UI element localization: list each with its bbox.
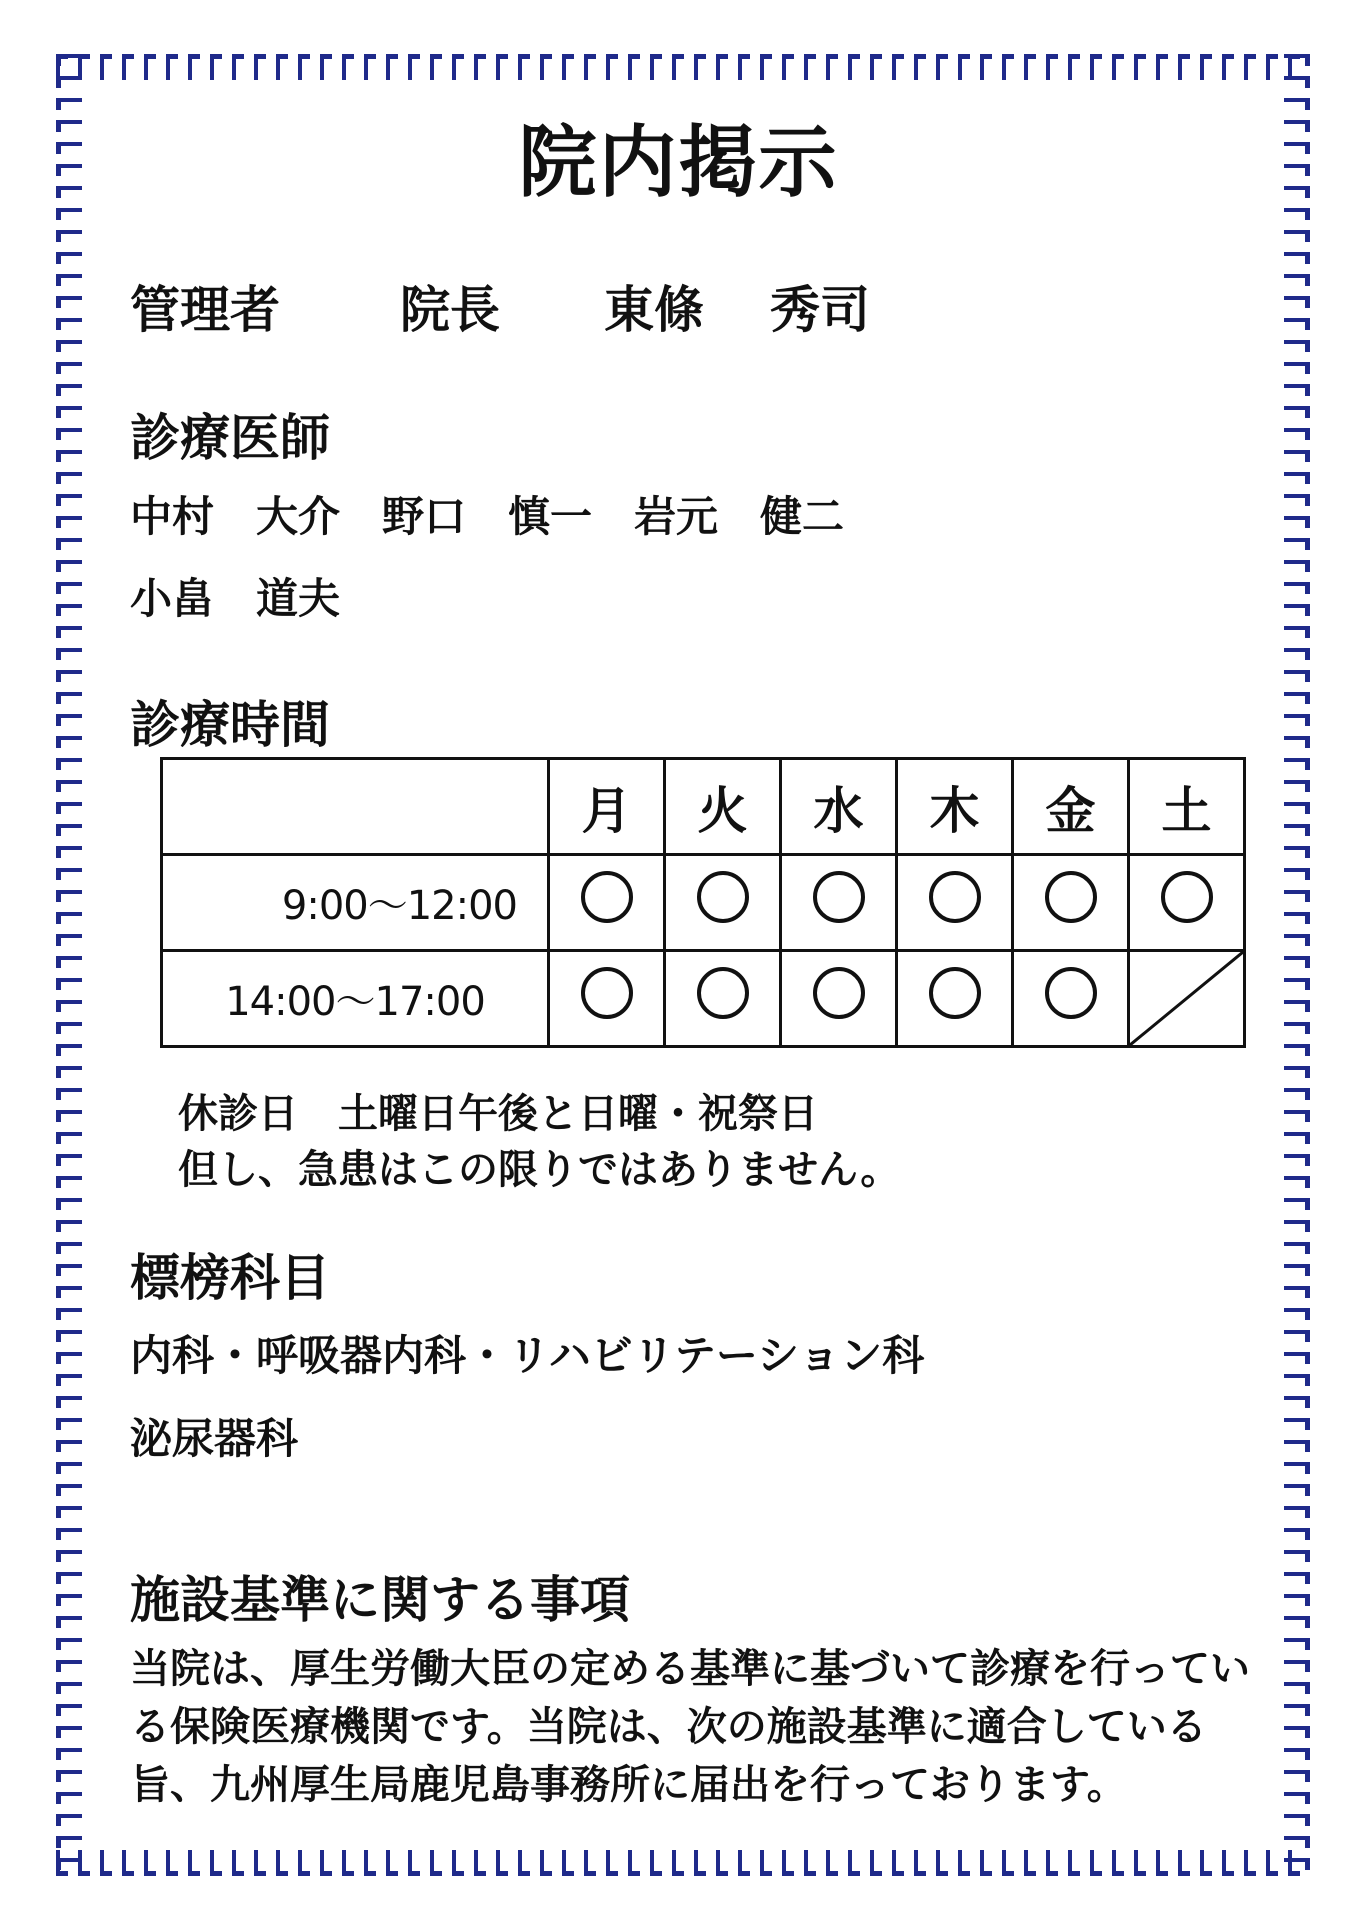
hours-heading: 診療時間 — [130, 696, 330, 754]
closed-days-note: 休診日 土曜日午後と日曜・祝祭日 — [178, 1091, 818, 1137]
slot-cell — [781, 951, 897, 1047]
schedule-row-morning — [162, 855, 1245, 951]
departments-line-1: 内科・呼吸器内科・リハビリテーション科 — [130, 1331, 925, 1380]
closed-slash-icon — [1130, 952, 1243, 1045]
facility-heading: 施設基準に関する事項 — [130, 1571, 630, 1629]
schedule-table — [160, 757, 1246, 1048]
doctors-heading: 診療医師 — [130, 409, 330, 467]
manager-label: 管理者 — [130, 281, 280, 339]
open-circle-icon — [929, 967, 981, 1019]
manager-given-name: 秀司 — [770, 281, 870, 339]
border-top — [56, 54, 1310, 80]
manager-role: 院長 — [400, 281, 500, 339]
manager-family-name: 東條 — [604, 281, 704, 339]
day-sat: 土 — [1129, 759, 1245, 855]
day-thu: 木 — [897, 759, 1013, 855]
departments-line-2: 泌尿器科 — [130, 1414, 299, 1463]
open-circle-icon — [697, 967, 749, 1019]
day-wed: 水 — [781, 759, 897, 855]
emergency-note: 但し、急患はこの限りではありません。 — [178, 1147, 901, 1193]
slot-cell — [897, 951, 1013, 1047]
manager-line — [130, 270, 870, 342]
slot-cell — [549, 951, 665, 1047]
doctors-line-2: 小畠 道夫 — [130, 574, 341, 623]
slot-cell — [1013, 951, 1129, 1047]
slot-cell — [665, 855, 781, 951]
open-circle-icon — [1045, 871, 1097, 923]
corner-cell — [162, 759, 549, 855]
open-circle-icon — [697, 871, 749, 923]
time-afternoon: 14:00～17:00 — [162, 951, 549, 1047]
facility-body: 当院は、厚生労働大臣の定める基準に基づいて診療を行っている保険医療機関です。当院は、次の施設基準に適合している旨、九州厚生局鹿児島事務所に届出を行っております。 — [130, 1646, 1250, 1808]
border-left — [56, 54, 82, 1876]
slot-cell — [665, 951, 781, 1047]
day-mon: 月 — [549, 759, 665, 855]
border-bottom — [56, 1850, 1310, 1876]
open-circle-icon — [813, 967, 865, 1019]
open-circle-icon — [581, 967, 633, 1019]
open-circle-icon — [813, 871, 865, 923]
schedule-header-row — [162, 759, 1245, 855]
open-circle-icon — [1045, 967, 1097, 1019]
open-circle-icon — [929, 871, 981, 923]
page-title: 院内掲示 — [518, 118, 839, 208]
time-morning: 9:00～12:00 — [162, 855, 549, 951]
border-right — [1284, 54, 1310, 1876]
departments-heading: 標榜科目 — [130, 1249, 330, 1307]
slot-cell — [897, 855, 1013, 951]
slot-cell — [1013, 855, 1129, 951]
schedule-row-afternoon — [162, 951, 1245, 1047]
doctors-line-1: 中村 大介 野口 慎一 岩元 健二 — [130, 492, 845, 541]
slot-cell — [549, 855, 665, 951]
slot-cell — [781, 855, 897, 951]
closed-slot-cell — [1129, 951, 1245, 1047]
slot-cell — [1129, 855, 1245, 951]
day-fri: 金 — [1013, 759, 1129, 855]
open-circle-icon — [581, 871, 633, 923]
day-tue: 火 — [665, 759, 781, 855]
open-circle-icon — [1161, 871, 1213, 923]
